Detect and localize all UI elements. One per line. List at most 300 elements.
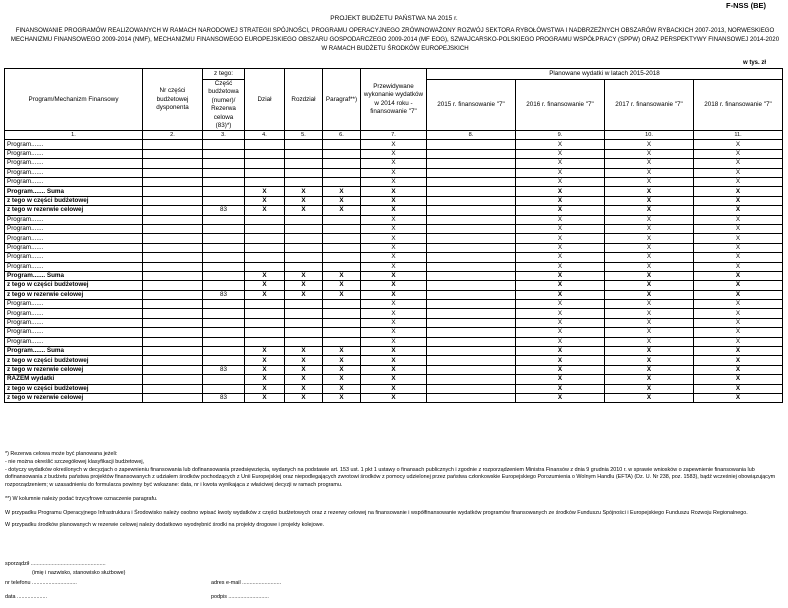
rozdzial-cell	[285, 262, 323, 271]
row-label: z tego w rezerwie celowej	[5, 393, 143, 402]
nr-czesci-cell	[143, 318, 203, 327]
paragraf-cell: X	[323, 187, 361, 196]
dzial-cell	[245, 309, 285, 318]
row-label: Program.......	[5, 178, 143, 187]
czesc-cell	[203, 281, 245, 290]
rozdzial-cell: X	[285, 356, 323, 365]
table-row-program	[5, 215, 783, 224]
rozdzial-cell: X	[285, 196, 323, 205]
nr-czesci-cell	[143, 328, 203, 337]
plan-2017-cell: X	[605, 159, 694, 168]
paragraf-cell	[323, 149, 361, 158]
plan-2017-cell: X	[605, 253, 694, 262]
header-paragraf: Paragraf**)	[323, 69, 361, 131]
nr-czesci-cell	[143, 384, 203, 393]
row-label: Program....... Suma	[5, 187, 143, 196]
plan-2015-cell	[427, 253, 516, 262]
dzial-cell	[245, 328, 285, 337]
plan-2016-cell: X	[516, 300, 605, 309]
paragraf-cell	[323, 300, 361, 309]
paragraf-cell	[323, 309, 361, 318]
plan-2016-cell: X	[516, 271, 605, 280]
table-row-suma	[5, 187, 783, 196]
row-label: Program....... Suma	[5, 347, 143, 356]
przewidywane-cell: X	[361, 281, 427, 290]
czesc-cell	[203, 149, 245, 158]
rozdzial-cell	[285, 159, 323, 168]
row-label: Program.......	[5, 243, 143, 252]
dzial-cell	[245, 149, 285, 158]
plan-2017-cell: X	[605, 140, 694, 149]
czesc-cell	[203, 271, 245, 280]
plan-2017-cell: X	[605, 375, 694, 384]
plan-2015-cell	[427, 243, 516, 252]
header-z-tego: z tego:	[203, 69, 245, 80]
plan-2018-cell: X	[694, 253, 783, 262]
dzial-cell	[245, 300, 285, 309]
plan-2016-cell: X	[516, 140, 605, 149]
row-label: z tego w rezerwie celowej	[5, 206, 143, 215]
plan-2015-cell	[427, 206, 516, 215]
plan-2017-cell: X	[605, 337, 694, 346]
plan-2017-cell: X	[605, 300, 694, 309]
column-number: 5.	[285, 131, 323, 140]
paragraf-cell: X	[323, 347, 361, 356]
rozdzial-cell: X	[285, 347, 323, 356]
paragraf-cell	[323, 253, 361, 262]
nr-czesci-cell	[143, 224, 203, 233]
paragraf-cell	[323, 262, 361, 271]
paragraf-cell	[323, 168, 361, 177]
plan-2018-cell: X	[694, 375, 783, 384]
column-number: 4.	[245, 131, 285, 140]
dzial-cell: X	[245, 375, 285, 384]
rozdzial-cell: X	[285, 281, 323, 290]
plan-2016-cell: X	[516, 318, 605, 327]
plan-2017-cell: X	[605, 234, 694, 243]
plan-2018-cell: X	[694, 281, 783, 290]
rozdzial-cell: X	[285, 393, 323, 402]
header-2016: 2016 r. finansowanie "7"	[516, 80, 605, 131]
paragraf-cell: X	[323, 196, 361, 205]
column-number: 11.	[694, 131, 783, 140]
row-label: Program.......	[5, 253, 143, 262]
dzial-cell: X	[245, 281, 285, 290]
note-reserve-projects: W przypadku środków planowanych w rezerwie celowej należy dodatkowo wyodrębnić środki na projekty drogowe i projekty kolejowe.	[5, 521, 325, 528]
row-label: z tego w części budżetowej	[5, 281, 143, 290]
date-field[interactable]: data ....................	[5, 594, 47, 600]
czesc-cell	[203, 318, 245, 327]
rozdzial-cell: X	[285, 271, 323, 280]
plan-2017-cell: X	[605, 384, 694, 393]
czesc-cell	[203, 337, 245, 346]
dzial-cell	[245, 243, 285, 252]
plan-2018-cell: X	[694, 187, 783, 196]
header-planowane: Planowane wydatki w latach 2015-2018	[427, 69, 783, 80]
plan-2015-cell	[427, 393, 516, 402]
paragraf-cell: X	[323, 271, 361, 280]
plan-2018-cell: X	[694, 347, 783, 356]
czesc-cell	[203, 215, 245, 224]
plan-2018-cell: X	[694, 159, 783, 168]
dzial-cell	[245, 337, 285, 346]
przewidywane-cell: X	[361, 262, 427, 271]
table-row-program	[5, 337, 783, 346]
plan-2016-cell: X	[516, 243, 605, 252]
przewidywane-cell: X	[361, 375, 427, 384]
plan-2016-cell: X	[516, 224, 605, 233]
przewidywane-cell: X	[361, 318, 427, 327]
plan-2017-cell: X	[605, 243, 694, 252]
plan-2018-cell: X	[694, 290, 783, 299]
paragraf-cell	[323, 224, 361, 233]
row-label: Program.......	[5, 224, 143, 233]
table-row-czesc	[5, 281, 783, 290]
rozdzial-cell: X	[285, 375, 323, 384]
plan-2017-cell: X	[605, 290, 694, 299]
plan-2016-cell: X	[516, 215, 605, 224]
plan-2017-cell: X	[605, 356, 694, 365]
czesc-cell	[203, 196, 245, 205]
rozdzial-cell	[285, 337, 323, 346]
plan-2017-cell: X	[605, 281, 694, 290]
column-number: 8.	[427, 131, 516, 140]
czesc-cell	[203, 168, 245, 177]
nr-czesci-cell	[143, 168, 203, 177]
dzial-cell: X	[245, 187, 285, 196]
rozdzial-cell: X	[285, 290, 323, 299]
header-2018: 2018 r. finansowanie "7"	[694, 80, 783, 131]
row-label: Program.......	[5, 318, 143, 327]
plan-2016-cell: X	[516, 234, 605, 243]
table-row-program	[5, 309, 783, 318]
plan-2016-cell: X	[516, 178, 605, 187]
paragraf-cell	[323, 159, 361, 168]
paragraf-cell	[323, 243, 361, 252]
table-row-program	[5, 224, 783, 233]
plan-2015-cell	[427, 337, 516, 346]
table-row-program	[5, 178, 783, 187]
note-reserve: *) Rezerwa celowa może być planowana jeżeli:	[5, 451, 118, 457]
row-label: Program.......	[5, 149, 143, 158]
table-row-program	[5, 300, 783, 309]
rozdzial-cell	[285, 309, 323, 318]
header-rozdzial: Rozdział	[285, 69, 323, 131]
rozdzial-cell	[285, 318, 323, 327]
dzial-cell: X	[245, 384, 285, 393]
paragraf-cell	[323, 337, 361, 346]
plan-2018-cell: X	[694, 206, 783, 215]
dzial-cell: X	[245, 365, 285, 374]
paragraf-cell: X	[323, 206, 361, 215]
plan-2016-cell: X	[516, 149, 605, 158]
table-row-program	[5, 262, 783, 271]
rozdzial-cell	[285, 253, 323, 262]
przewidywane-cell: X	[361, 309, 427, 318]
signature-prepared-by[interactable]: sporządził ..................................................	[5, 561, 106, 567]
plan-2017-cell: X	[605, 318, 694, 327]
plan-2015-cell	[427, 318, 516, 327]
plan-2017-cell: X	[605, 168, 694, 177]
table-row-czesc	[5, 384, 783, 393]
form-code: F-NSS (BE)	[726, 1, 766, 10]
note-poiis: W przypadku Programu Operacyjnego Infrastruktura i Środowisko należy osobno wpisać kwoty wydatków z części budżetowych oraz z rezerwy celowej na finansowanie i współfinansowanie wydatków programów finansowanych ze środków Funduszu Spójności i Europejskiego Funduszu Rozwoju Regionalnego.	[5, 509, 748, 516]
paragraf-cell	[323, 215, 361, 224]
czesc-cell	[203, 262, 245, 271]
czesc-cell: 83	[203, 393, 245, 402]
plan-2018-cell: X	[694, 365, 783, 374]
plan-2017-cell: X	[605, 347, 694, 356]
plan-2018-cell: X	[694, 337, 783, 346]
plan-2017-cell: X	[605, 149, 694, 158]
plan-2018-cell: X	[694, 196, 783, 205]
phone-field[interactable]: nr telefonu ..............................	[5, 580, 77, 586]
plan-2015-cell	[427, 178, 516, 187]
plan-2016-cell: X	[516, 337, 605, 346]
row-label: Program.......	[5, 328, 143, 337]
plan-2017-cell: X	[605, 224, 694, 233]
table-row-rezerwa	[5, 206, 783, 215]
header-nr-czesci: Nr części budżetowej dysponenta	[143, 69, 203, 131]
czesc-cell	[203, 253, 245, 262]
paragraf-cell	[323, 328, 361, 337]
plan-2017-cell: X	[605, 215, 694, 224]
plan-2015-cell	[427, 300, 516, 309]
dzial-cell	[245, 224, 285, 233]
przewidywane-cell: X	[361, 328, 427, 337]
plan-2018-cell: X	[694, 262, 783, 271]
nr-czesci-cell	[143, 365, 203, 374]
dzial-cell	[245, 234, 285, 243]
plan-2018-cell: X	[694, 215, 783, 224]
plan-2016-cell: X	[516, 281, 605, 290]
plan-2017-cell: X	[605, 196, 694, 205]
table-row-program	[5, 149, 783, 158]
row-label: Program.......	[5, 337, 143, 346]
note-reserve-b: - dotyczy wydatków określonych w decyzjach o zapewnieniu finansowania lub dofinansowania przedsięwzięcia, wydanych na podstawie art. 153 ust. 1 pkt 1 ustawy o finansach publicznych i zgodnie z rozporządzeniem Ministra Finansów z dnia 9 grudnia 2010 r. w sprawie wniosków o zapewnienie finansowania lub dofinansowania z budżetu państwa projektów finansowanych z udziałem środków pochodzących z Unii Europejskiej oraz niepodlegających zwrotowi środków z pomocy udzielonej przez państwa członkowskie Europejskiego Porozumienia o Wolnym Handlu (EFTA) (Dz. U. Nr 238, poz. 1583), bądź wcześniej obowiązującym rozporządzeniem; w uzasadnieniu do formularza powinny być wskazane: data, nr i kwota wynikająca z właściwej decyzji w ramach programu.	[5, 466, 776, 489]
nr-czesci-cell	[143, 356, 203, 365]
przewidywane-cell: X	[361, 384, 427, 393]
row-label: z tego w części budżetowej	[5, 356, 143, 365]
column-number: 2.	[143, 131, 203, 140]
budget-table	[4, 68, 783, 403]
czesc-cell	[203, 347, 245, 356]
rozdzial-cell: X	[285, 206, 323, 215]
plan-2016-cell: X	[516, 206, 605, 215]
nr-czesci-cell	[143, 206, 203, 215]
row-label: Program.......	[5, 309, 143, 318]
plan-2015-cell	[427, 271, 516, 280]
paragraf-cell: X	[323, 393, 361, 402]
row-label: Program....... Suma	[5, 271, 143, 280]
table-row-czesc	[5, 356, 783, 365]
przewidywane-cell: X	[361, 224, 427, 233]
dzial-cell	[245, 140, 285, 149]
plan-2017-cell: X	[605, 365, 694, 374]
header-czesc-budzetowa: Część budżetowa (numer)/ Rezerwa celowa (83)*)	[203, 80, 245, 131]
czesc-cell	[203, 140, 245, 149]
row-label: Program.......	[5, 215, 143, 224]
czesc-cell	[203, 328, 245, 337]
przewidywane-cell: X	[361, 356, 427, 365]
plan-2015-cell	[427, 187, 516, 196]
plan-2015-cell	[427, 281, 516, 290]
table-row-program	[5, 159, 783, 168]
czesc-cell	[203, 234, 245, 243]
table-row-czesc	[5, 196, 783, 205]
column-number: 9.	[516, 131, 605, 140]
paragraf-cell: X	[323, 375, 361, 384]
header-dzial: Dział	[245, 69, 285, 131]
plan-2016-cell: X	[516, 290, 605, 299]
nr-czesci-cell	[143, 253, 203, 262]
plan-2018-cell: X	[694, 224, 783, 233]
plan-2018-cell: X	[694, 384, 783, 393]
dzial-cell: X	[245, 356, 285, 365]
page-subtitle: FINANSOWANIE PROGRAMÓW REALIZOWANYCH W RAMACH NARODOWEJ STRATEGII SPÓJNOŚCI, PROGRAMU OPERACYJNEGO ZRÓWNOWAŻONY ROZWÓJ SEKTORA RYBOŁÓWSTWA I NADBRZEŻNYCH OBSZARÓW RYBACKICH 2007-2013, NORWESKIEGO MECHANIZMU FINANSOWEGO 2009-2014 (NMF), MECHANIZMU FINANSOWEGO EUROPEJSKIEGO OBSZARU GOSPODARCZEGO 2009-2014 (MF EOG), SZWAJCARSKO-POLSKIEGO PROGRAMU WSPÓŁPRACY (SPPW) ORAZ PERSPEKTYWY FINANSOWEJ 2014-2020 W RAMACH BUDŻETU ŚRODKÓW EUROPEJSKICH	[10, 27, 780, 52]
table-row-program	[5, 168, 783, 177]
plan-2015-cell	[427, 290, 516, 299]
plan-2015-cell	[427, 140, 516, 149]
czesc-cell	[203, 243, 245, 252]
row-label: Program.......	[5, 159, 143, 168]
przewidywane-cell: X	[361, 365, 427, 374]
plan-2018-cell: X	[694, 318, 783, 327]
plan-2016-cell: X	[516, 168, 605, 177]
plan-2017-cell: X	[605, 271, 694, 280]
column-number: 1.	[5, 131, 143, 140]
czesc-cell	[203, 224, 245, 233]
plan-2016-cell: X	[516, 196, 605, 205]
przewidywane-cell: X	[361, 337, 427, 346]
przewidywane-cell: X	[361, 159, 427, 168]
dzial-cell: X	[245, 196, 285, 205]
nr-czesci-cell	[143, 347, 203, 356]
paragraf-cell: X	[323, 290, 361, 299]
czesc-cell	[203, 178, 245, 187]
rozdzial-cell: X	[285, 365, 323, 374]
przewidywane-cell: X	[361, 149, 427, 158]
row-label: Program.......	[5, 234, 143, 243]
nr-czesci-cell	[143, 309, 203, 318]
dzial-cell	[245, 168, 285, 177]
nr-czesci-cell	[143, 215, 203, 224]
column-number: 3.	[203, 131, 245, 140]
plan-2015-cell	[427, 309, 516, 318]
table-body	[5, 140, 783, 403]
plan-2015-cell	[427, 347, 516, 356]
rozdzial-cell	[285, 140, 323, 149]
plan-2017-cell: X	[605, 328, 694, 337]
nr-czesci-cell	[143, 178, 203, 187]
signature-field[interactable]: podpis ...........................	[211, 594, 269, 600]
plan-2018-cell: X	[694, 328, 783, 337]
czesc-cell: 83	[203, 290, 245, 299]
plan-2017-cell: X	[605, 178, 694, 187]
dzial-cell: X	[245, 290, 285, 299]
nr-czesci-cell	[143, 243, 203, 252]
nr-czesci-cell	[143, 262, 203, 271]
plan-2017-cell: X	[605, 187, 694, 196]
nr-czesci-cell	[143, 337, 203, 346]
przewidywane-cell: X	[361, 168, 427, 177]
dzial-cell: X	[245, 393, 285, 402]
plan-2018-cell: X	[694, 234, 783, 243]
rozdzial-cell: X	[285, 187, 323, 196]
note-paragraph: **) W kolumnie należy podać trzycyfrowe oznaczenie paragrafu.	[5, 495, 158, 502]
plan-2016-cell: X	[516, 159, 605, 168]
nr-czesci-cell	[143, 281, 203, 290]
przewidywane-cell: X	[361, 253, 427, 262]
nr-czesci-cell	[143, 234, 203, 243]
table-row-rezerwa	[5, 365, 783, 374]
plan-2015-cell	[427, 215, 516, 224]
table-row-rezerwa	[5, 393, 783, 402]
nr-czesci-cell	[143, 140, 203, 149]
email-field[interactable]: adres e-mail ..........................	[211, 580, 282, 586]
dzial-cell	[245, 262, 285, 271]
rozdzial-cell	[285, 243, 323, 252]
dzial-cell	[245, 178, 285, 187]
table-row-program	[5, 243, 783, 252]
czesc-cell	[203, 375, 245, 384]
rozdzial-cell: X	[285, 384, 323, 393]
czesc-cell	[203, 309, 245, 318]
paragraf-cell: X	[323, 281, 361, 290]
rozdzial-cell	[285, 215, 323, 224]
plan-2015-cell	[427, 234, 516, 243]
plan-2018-cell: X	[694, 271, 783, 280]
plan-2016-cell: X	[516, 384, 605, 393]
table-row-suma	[5, 271, 783, 280]
plan-2017-cell: X	[605, 393, 694, 402]
table-row-program	[5, 140, 783, 149]
row-label: RAZEM wydatki	[5, 375, 143, 384]
column-number: 7.	[361, 131, 427, 140]
column-number: 10.	[605, 131, 694, 140]
nr-czesci-cell	[143, 300, 203, 309]
przewidywane-cell: X	[361, 243, 427, 252]
dzial-cell	[245, 318, 285, 327]
rozdzial-cell	[285, 178, 323, 187]
przewidywane-cell: X	[361, 271, 427, 280]
plan-2016-cell: X	[516, 365, 605, 374]
table-row-razem	[5, 375, 783, 384]
page-title: PROJEKT BUDŻETU PAŃSTWA NA 2015 r.	[330, 15, 458, 22]
plan-2016-cell: X	[516, 393, 605, 402]
czesc-cell	[203, 159, 245, 168]
table-row-program	[5, 318, 783, 327]
paragraf-cell: X	[323, 365, 361, 374]
plan-2016-cell: X	[516, 375, 605, 384]
rozdzial-cell	[285, 300, 323, 309]
nr-czesci-cell	[143, 271, 203, 280]
plan-2015-cell	[427, 262, 516, 271]
plan-2015-cell	[427, 168, 516, 177]
header-2015: 2015 r. finansowanie "7"	[427, 80, 516, 131]
plan-2018-cell: X	[694, 140, 783, 149]
table-row-program	[5, 328, 783, 337]
paragraf-cell: X	[323, 384, 361, 393]
przewidywane-cell: X	[361, 300, 427, 309]
przewidywane-cell: X	[361, 215, 427, 224]
plan-2016-cell: X	[516, 253, 605, 262]
plan-2018-cell: X	[694, 149, 783, 158]
plan-2015-cell	[427, 356, 516, 365]
plan-2018-cell: X	[694, 168, 783, 177]
plan-2018-cell: X	[694, 393, 783, 402]
rozdzial-cell	[285, 234, 323, 243]
